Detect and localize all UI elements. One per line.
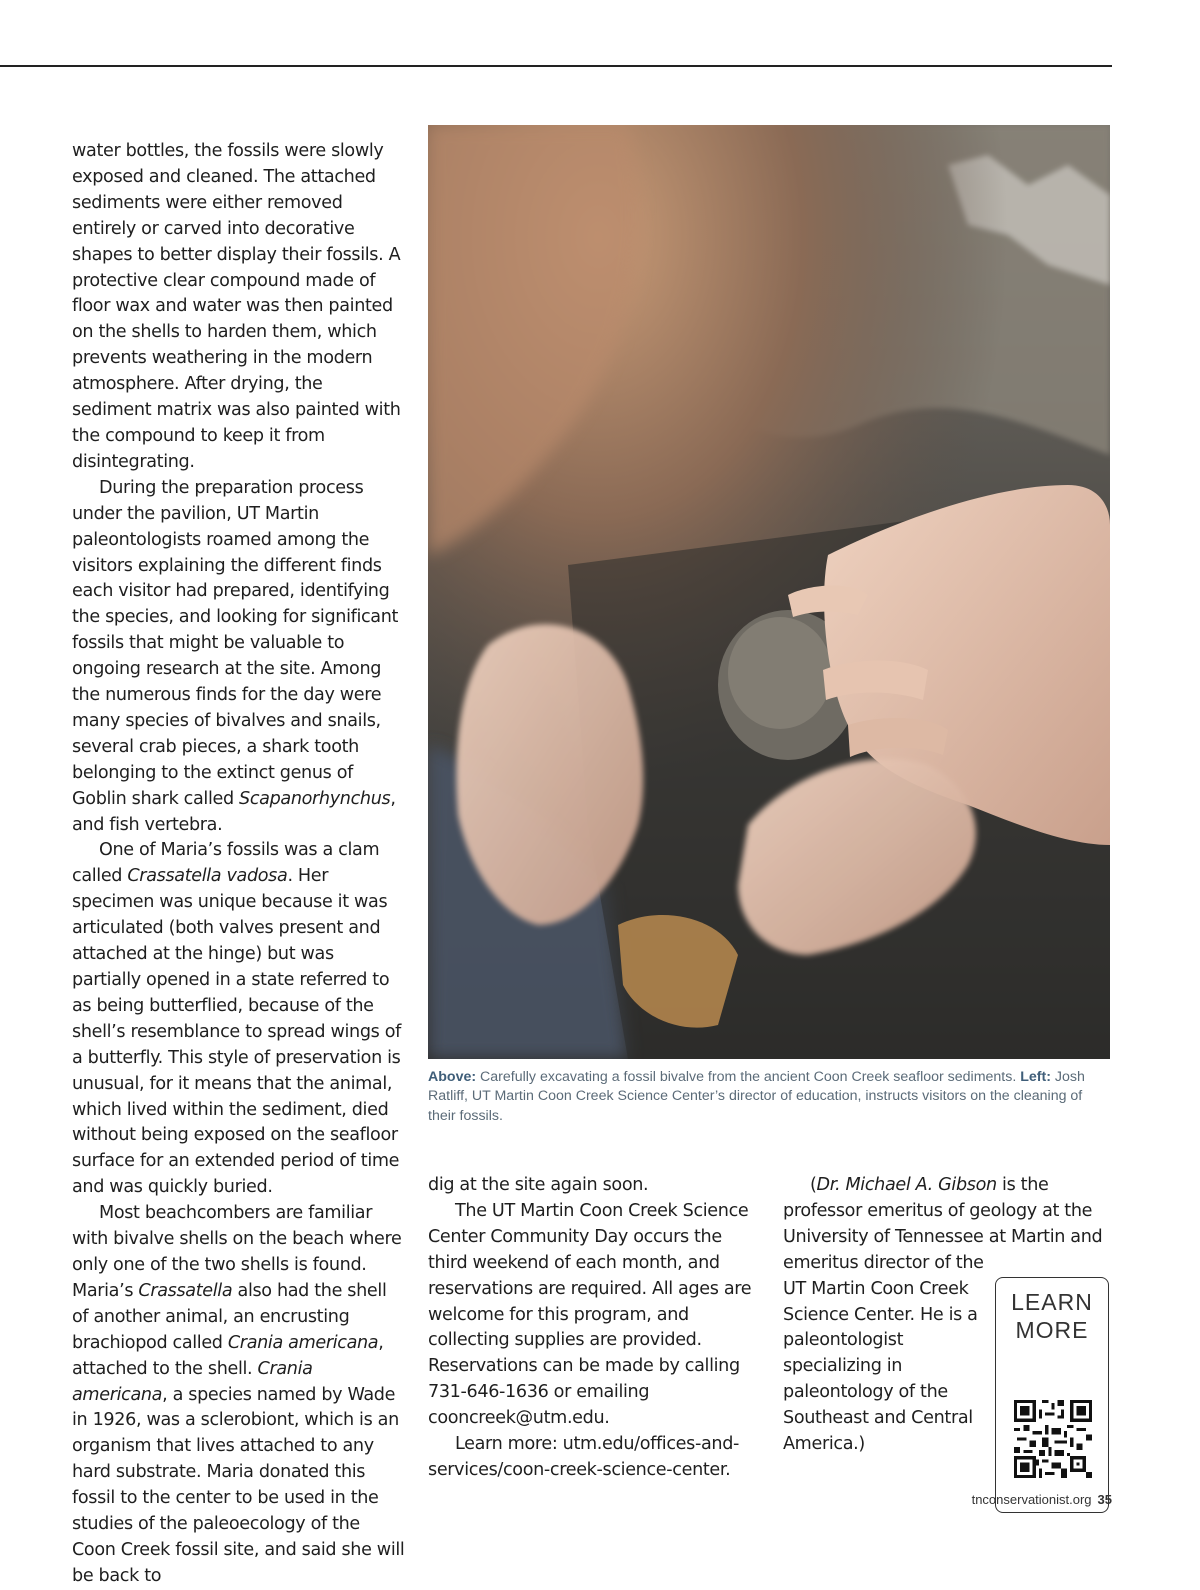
paragraph: emeritus director of the UT Martin Coon Creek Science Center. He is a paleontologist specializing in paleontology of the Southeast and Central America.) (783, 1252, 984, 1455)
species-name: Crania americana (227, 1332, 379, 1353)
fossil-excavation-photo (428, 125, 1110, 1059)
caption-label-above: Above: (428, 1069, 477, 1085)
author-name: Dr. Michael A. Gibson (816, 1175, 997, 1195)
paragraph: During the preparation process under the pavilion, UT Martin paleontologists roamed among the visitors explaining the different finds each visitor had prepared, identifying the species, and looking for significant fossils that might be valuable to ongoing research at the site. Among the numerous finds for the day were many species of bivalves and snails, several crab pieces, a shark tooth belonging to the extinct genus of Goblin shark called Scapanorhynchus, and fish vertebra. (72, 477, 399, 835)
genus-name: Crassatella (138, 1280, 233, 1301)
paragraph: water bottles, the fossils were slowly exposed and cleaned. The attached sediments were either removed entirely or carved into decorative shapes to better display their fossils. A protective clear compound made of floor wax and water was then painted on the shells to harden them, which prevents weathering in the modern atmosphere. After drying, the sediment matrix was also painted with the compound to keep it from disintegrating. (72, 141, 401, 472)
genus-name: Scapanorhynchus (239, 788, 391, 809)
caption-label-left: Left: (1020, 1069, 1051, 1085)
species-name: Crania americana (72, 1358, 313, 1405)
learn-more-box[interactable] (995, 1277, 1109, 1513)
paragraph: One of Maria’s fossils was a clam called Crassatella vadosa. Her specimen was unique because it was articulated (both valves present and attached at the hinge) but was partially opened in a state referred to as being butterflied, because of the shell’s resemblance to spread wings of a butterfly. This style of preservation is unusual, for it means that the animal, which lived within the sediment, died without being exposed on the seafloor surface for an extended period of time and was quickly buried. (72, 840, 401, 1198)
species-name: Crassatella vadosa (127, 866, 288, 887)
top-rule (0, 65, 1112, 67)
article-column-2 (428, 1173, 758, 1484)
article-column-1 (72, 139, 406, 1590)
paragraph: Most beachcombers are familiar with bivalve shells on the beach where only one of the two shells is found. Maria’s Crassatella also had the shell of another animal, an encrusting brachiopod called Crania americana, attached to the shell. Crania americana, a species named by Wade in 1926, was a sclerobiont, which is an organism that lives attached to any hard substrate. Maria donated this fossil to the center to be used in the studies of the paleoecology of the Coon Creek fossil site, and said she will be back to (72, 1203, 405, 1586)
paragraph: (Dr. Michael A. Gibson is the professor emeritus of geology at the University of Tennessee at Martin and (783, 1175, 1103, 1247)
photo-caption: Above: Carefully excavating a fossil bivalve from the ancient Coon Creek seafloor sediments. Left: Josh Ratliff, UT Martin Coon Creek Science Center’s director of education, instructs visitors on the cleaning of their fossils. (428, 1069, 1085, 1124)
paragraph: Learn more: utm.edu/offices-and-services/coon-creek-science-center. (428, 1434, 740, 1480)
page-number: 35 (1097, 1492, 1112, 1507)
website: tnconservationist.org (971, 1492, 1092, 1507)
learn-more-label: LEARN MORE (1011, 1289, 1093, 1343)
paragraph: The UT Martin Coon Creek Science Center Community Day occurs the third weekend of each month, and reservations are required. All ages are welcome for this program, and collecting supplies are provided. Reservations can be made by calling 731-646-1636 or emailing cooncreek@utm.edu. (428, 1200, 752, 1429)
paragraph: dig at the site again soon. (428, 1175, 649, 1195)
page-footer (972, 1492, 1112, 1507)
qr-code-icon[interactable] (1014, 1400, 1092, 1478)
